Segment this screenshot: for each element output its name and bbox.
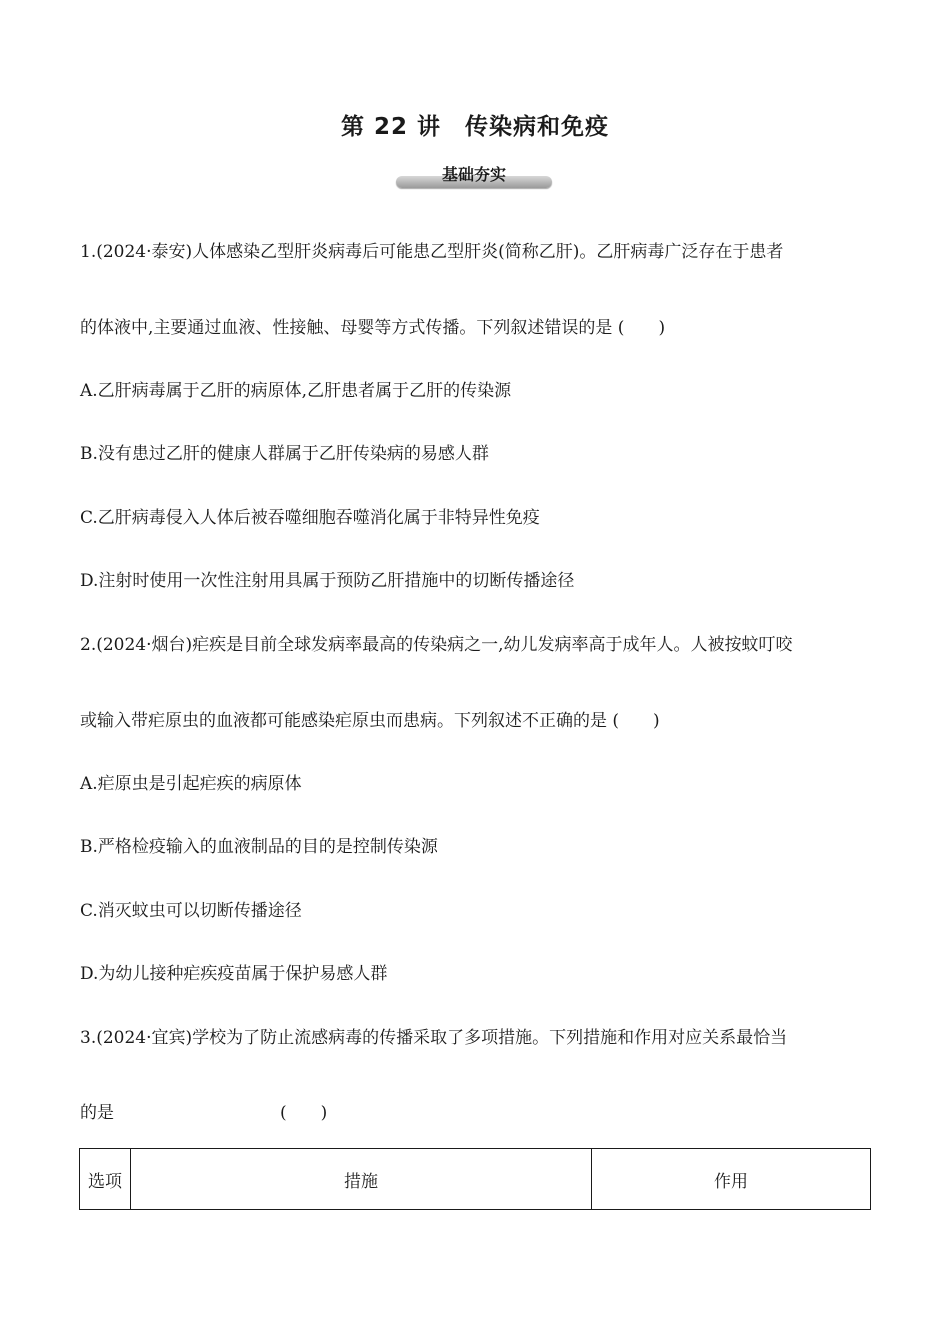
- section-label-badge: [396, 162, 552, 190]
- q1-option-c: C.乙肝病毒侵入人体后被吞噬细胞吞噬消化属于非特异性免疫: [80, 508, 540, 528]
- q2-option-d: D.为幼儿接种疟疾疫苗属于保护易感人群: [80, 964, 388, 984]
- q1-option-a: A.乙肝病毒属于乙肝的病原体,乙肝患者属于乙肝的传染源: [80, 381, 512, 401]
- q3-stem-line-2: 的是: [80, 1103, 114, 1123]
- q2-stem-line-2: 或输入带疟原虫的血液都可能感染疟原虫而患病。下列叙述不正确的是 ( ): [80, 711, 660, 731]
- table-header-measure: 措施: [131, 1149, 592, 1210]
- q1-stem-line-2: 的体液中,主要通过血液、性接触、母婴等方式传播。下列叙述错误的是 ( ): [80, 318, 666, 338]
- section-label: 基础夯实: [441, 165, 506, 184]
- table-header-effect: 作用: [592, 1149, 871, 1210]
- q2-option-a: A.疟原虫是引起疟疾的病原体: [80, 774, 302, 794]
- q3-answer-paren: ( ): [280, 1103, 328, 1123]
- table-header-row: [80, 1149, 871, 1210]
- q1-option-d: D.注射时使用一次性注射用具属于预防乙肝措施中的切断传播途径: [80, 571, 575, 591]
- q3-stem-line-1: 3.(2024·宜宾)学校为了防止流感病毒的传播采取了多项措施。下列措施和作用对应关系最恰当: [80, 1028, 788, 1048]
- q2-option-c: C.消灭蚊虫可以切断传播途径: [80, 901, 302, 921]
- table-header-option: 选项: [80, 1149, 131, 1210]
- q1-stem-line-1: 1.(2024·泰安)人体感染乙型肝炎病毒后可能患乙型肝炎(简称乙肝)。乙肝病毒广泛存在于患者: [80, 242, 784, 262]
- q2-stem-line-1: 2.(2024·烟台)疟疾是目前全球发病率最高的传染病之一,幼儿发病率高于成年人。人被按蚊叮咬: [80, 635, 793, 655]
- q3-options-table: [79, 1148, 871, 1210]
- q1-option-b: B.没有患过乙肝的健康人群属于乙肝传染病的易感人群: [80, 444, 489, 464]
- page-title: 第 22 讲 传染病和免疫: [340, 114, 610, 140]
- q2-option-b: B.严格检疫输入的血液制品的目的是控制传染源: [80, 837, 438, 857]
